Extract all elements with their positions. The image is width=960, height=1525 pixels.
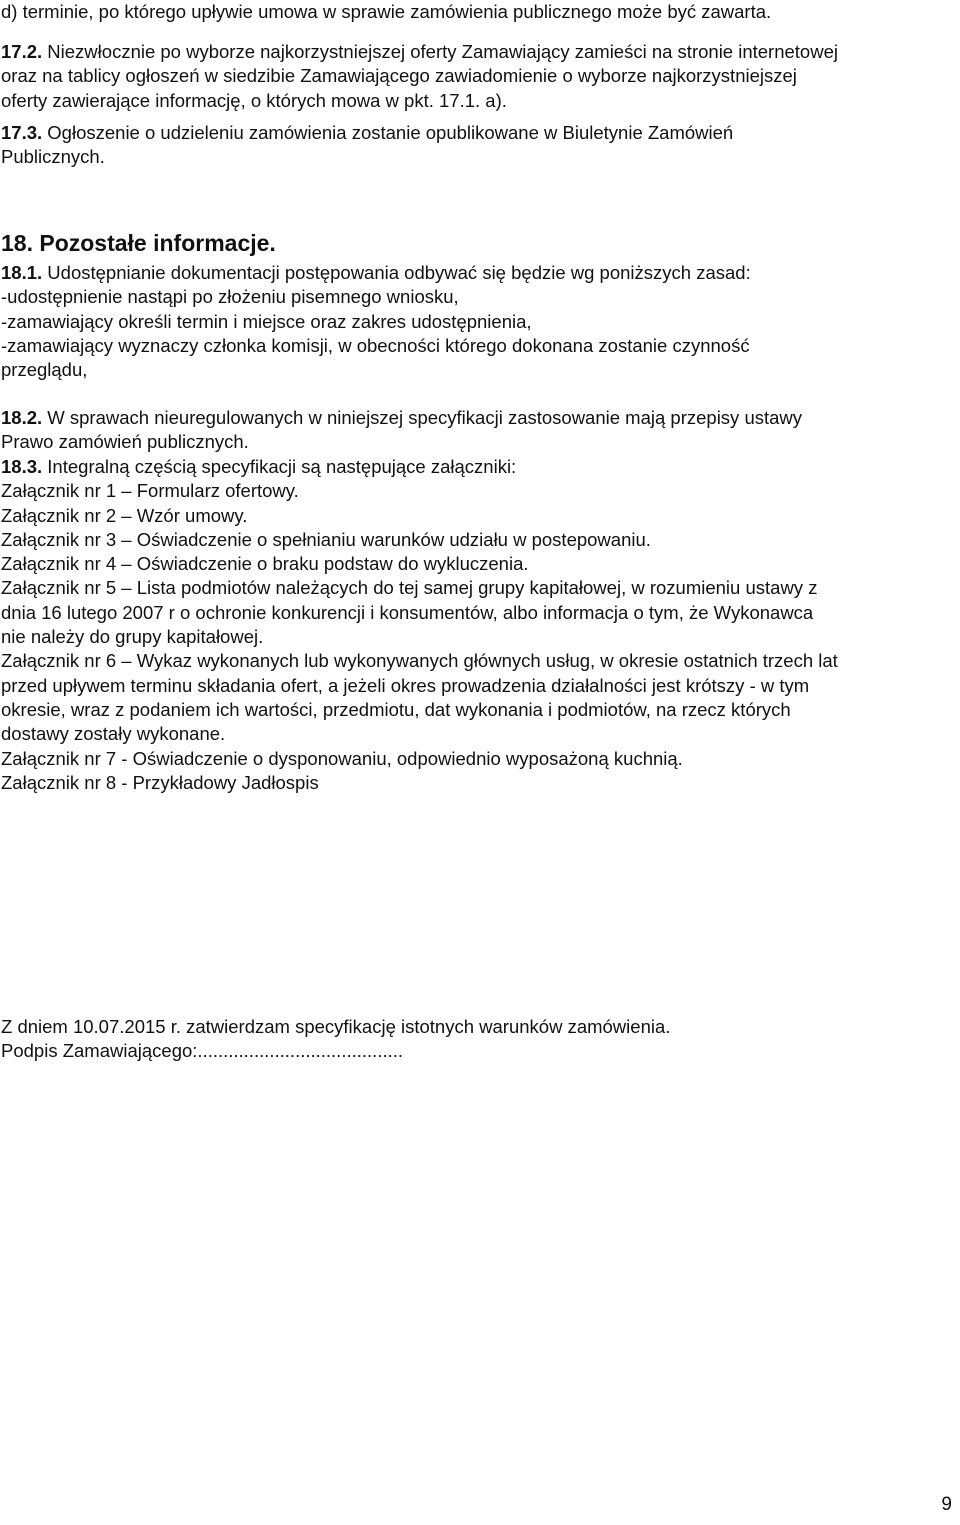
section-number: 18.1.: [1, 262, 43, 283]
paragraph-text: W sprawach nieuregulowanych w niniejszej specyfikacji zastosowanie mają przepisy ustawy: [42, 407, 803, 428]
section-18-heading: [1, 229, 951, 257]
section-number: 17.3.: [1, 122, 43, 143]
attachment-line: przed upływem terminu składania ofert, a jeżeli okres prowadzenia działalności jest krótszy - w tym: [1, 674, 810, 696]
paragraph-first-line: [1, 261, 951, 285]
attachment-line: Załącznik nr 8 - Przykładowy Jadłospis: [1, 771, 319, 793]
section-number: 18.3.: [1, 456, 43, 477]
attachment-line: Załącznik nr 7 - Oświadczenie o dysponowaniu, odpowiednio wyposażoną kuchnią.: [1, 747, 683, 769]
attachment-line: nie należy do grupy kapitałowej.: [1, 626, 264, 648]
paragraph-line: oferty zawierające informację, o których mowa w pkt. 17.1. a).: [1, 89, 507, 111]
paragraph-line: d) terminie, po którego upływie umowa w sprawie zamówienia publicznego może być zawarta.: [1, 1, 772, 22]
attachment-line: Załącznik nr 1 – Formularz ofertowy.: [1, 480, 299, 502]
section-18-1: [1, 261, 951, 382]
attachment-line: dnia 16 lutego 2007 r o ochronie konkurencji i konsumentów, albo informacja o tym, że Wykonawca: [1, 601, 814, 623]
paragraph-text: Ogłoszenie o udzieleniu zamówienia zostanie opublikowane w Biuletynie Zamówień: [42, 122, 734, 143]
attachment-line: dostawy zostały wykonane.: [1, 723, 226, 745]
paragraph-text: Integralną częścią specyfikacji są następujące załączniki:: [42, 456, 517, 477]
paragraph-line: przeglądu,: [1, 359, 88, 381]
section-heading: 18. Pozostałe informacje.: [1, 230, 276, 256]
section-number: 18.2.: [1, 407, 43, 428]
signature-line: Podpis Zamawiającego:........................................: [1, 1040, 404, 1062]
paragraph-first-line: [1, 40, 951, 64]
section-17-3: [1, 121, 951, 170]
paragraph-line: Publicznych.: [1, 146, 105, 168]
paragraph-line: Prawo zamówień publicznych.: [1, 431, 249, 453]
attachment-line: Załącznik nr 3 – Oświadczenie o spełnianiu warunków udziału w postepowaniu.: [1, 528, 651, 550]
paragraph-first-line: [1, 455, 951, 479]
paragraph-line: -zamawiający wyznaczy członka komisji, w obecności którego dokonana zostanie czynność: [1, 334, 750, 356]
attachment-line: Załącznik nr 5 – Lista podmiotów należących do tej samej grupy kapitałowej, w rozumieniu ustawy z: [1, 577, 818, 599]
section-d-line: [1, 0, 951, 24]
attachment-line: Załącznik nr 6 – Wykaz wykonanych lub wykonywanych głównych usług, w okresie ostatnich trzech lat: [1, 650, 838, 672]
attachment-line: okresie, wraz z podaniem ich wartości, przedmiotu, dat wykonania i podmiotów, na rzecz których: [1, 698, 791, 720]
attachment-line: Załącznik nr 2 – Wzór umowy.: [1, 504, 248, 526]
approval-date-line: Z dniem 10.07.2015 r. zatwierdzam specyfikację istotnych warunków zamówienia.: [1, 1016, 671, 1037]
section-18-2: [1, 406, 951, 455]
paragraph-first-line: [1, 406, 951, 430]
paragraph-line: -udostępnienie nastąpi po złożeniu pisemnego wniosku,: [1, 286, 459, 308]
attachment-line: Załącznik nr 4 – Oświadczenie o braku podstaw do wykluczenia.: [1, 553, 529, 575]
paragraph-first-line: [1, 121, 951, 145]
section-number: 17.2.: [1, 41, 43, 62]
paragraph-line: -zamawiający określi termin i miejsce oraz zakres udostępnienia,: [1, 310, 532, 332]
section-17-2: [1, 40, 951, 113]
section-18-3: [1, 455, 951, 795]
paragraph-text: Niezwłocznie po wyborze najkorzystniejszej oferty Zamawiający zamieści na stronie internetowej: [42, 41, 838, 62]
paragraph-text: Udostępnianie dokumentacji postępowania odbywać się będzie wg poniższych zasad:: [42, 262, 751, 283]
paragraph-line: oraz na tablicy ogłoszeń w siedzibie Zamawiającego zawiadomienie o wyborze najkorzystniejszej: [1, 65, 797, 87]
signature-block: [1, 1015, 951, 1064]
page-number: 9: [941, 1494, 952, 1515]
